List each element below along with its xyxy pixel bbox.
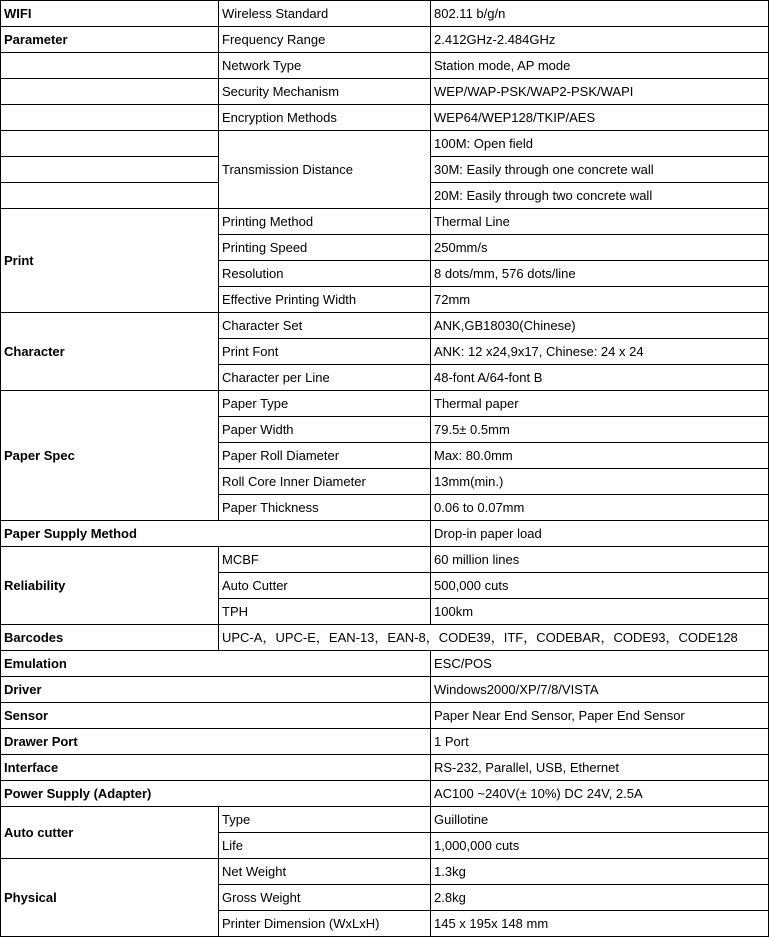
spec-key: Printing Method	[219, 209, 431, 235]
spec-value: Thermal Line	[431, 209, 769, 235]
spec-key: Frequency Range	[219, 27, 431, 53]
spec-value: 500,000 cuts	[431, 573, 769, 599]
spec-value: 100km	[431, 599, 769, 625]
spec-value: 1,000,000 cuts	[431, 833, 769, 859]
spec-value: Drop-in paper load	[431, 521, 769, 547]
spec-key: TPH	[219, 599, 431, 625]
spec-value: Windows2000/XP/7/8/VISTA	[431, 677, 769, 703]
spec-key: Print Font	[219, 339, 431, 365]
table-row	[1, 313, 769, 339]
section-label-character: Character	[1, 313, 219, 391]
spec-key: Network Type	[219, 53, 431, 79]
spec-value: Max: 80.0mm	[431, 443, 769, 469]
spec-value: ESC/POS	[431, 651, 769, 677]
spec-key: Life	[219, 833, 431, 859]
section-label-sensor: Sensor	[1, 703, 431, 729]
spec-key: Paper Type	[219, 391, 431, 417]
table-row	[1, 131, 769, 157]
spec-key: Security Mechanism	[219, 79, 431, 105]
section-label-emulation: Emulation	[1, 651, 431, 677]
spec-value: AC100 ~240V(± 10%) DC 24V, 2.5A	[431, 781, 769, 807]
section-label-parameter: Parameter	[1, 27, 219, 53]
table-row	[1, 859, 769, 885]
spec-value: RS-232, Parallel, USB, Ethernet	[431, 755, 769, 781]
empty-cell	[1, 183, 219, 209]
spec-key: Printing Speed	[219, 235, 431, 261]
table-row	[1, 27, 769, 53]
spec-key: MCBF	[219, 547, 431, 573]
section-label-auto-cutter: Auto cutter	[1, 807, 219, 859]
section-label-paper-supply: Paper Supply Method	[1, 521, 431, 547]
spec-value: 250mm/s	[431, 235, 769, 261]
spec-key: Character per Line	[219, 365, 431, 391]
spec-key: Resolution	[219, 261, 431, 287]
spec-key: Paper Thickness	[219, 495, 431, 521]
spec-value: 100M: Open field	[431, 131, 769, 157]
spec-key: Roll Core Inner Diameter	[219, 469, 431, 495]
spec-value: 8 dots/mm, 576 dots/line	[431, 261, 769, 287]
table-row	[1, 755, 769, 781]
spec-value: Guillotine	[431, 807, 769, 833]
empty-cell	[1, 79, 219, 105]
section-label-reliability: Reliability	[1, 547, 219, 625]
table-row	[1, 781, 769, 807]
spec-key: Paper Width	[219, 417, 431, 443]
section-label-drawer-port: Drawer Port	[1, 729, 431, 755]
spec-value: Thermal paper	[431, 391, 769, 417]
spec-value: 802.11 b/g/n	[431, 1, 769, 27]
table-row	[1, 703, 769, 729]
spec-key: Character Set	[219, 313, 431, 339]
spec-value: 60 million lines	[431, 547, 769, 573]
table-row	[1, 651, 769, 677]
empty-cell	[1, 53, 219, 79]
spec-value: 30M: Easily through one concrete wall	[431, 157, 769, 183]
table-row	[1, 547, 769, 573]
section-label-physical: Physical	[1, 859, 219, 937]
spec-value: WEP64/WEP128/TKIP/AES	[431, 105, 769, 131]
spec-value: 1 Port	[431, 729, 769, 755]
table-row	[1, 807, 769, 833]
table-row	[1, 209, 769, 235]
table-row	[1, 53, 769, 79]
section-label-barcodes: Barcodes	[1, 625, 219, 651]
spec-key: Paper Roll Diameter	[219, 443, 431, 469]
spec-key: Gross Weight	[219, 885, 431, 911]
spec-value: ANK: 12 x24,9x17, Chinese: 24 x 24	[431, 339, 769, 365]
spec-key: Effective Printing Width	[219, 287, 431, 313]
table-row	[1, 521, 769, 547]
spec-value: 13mm(min.)	[431, 469, 769, 495]
spec-value: 1.3kg	[431, 859, 769, 885]
section-label-power-supply: Power Supply (Adapter)	[1, 781, 431, 807]
spec-value: ANK,GB18030(Chinese)	[431, 313, 769, 339]
spec-value: 72mm	[431, 287, 769, 313]
spec-value: Paper Near End Sensor, Paper End Sensor	[431, 703, 769, 729]
table-row	[1, 729, 769, 755]
spec-key: Type	[219, 807, 431, 833]
table-row	[1, 79, 769, 105]
spec-value: 145 x 195x 148 mm	[431, 911, 769, 937]
section-label-print: Print	[1, 209, 219, 313]
spec-key: Transmission Distance	[219, 131, 431, 209]
section-label-paper-spec: Paper Spec	[1, 391, 219, 521]
section-label-wifi: WIFI	[1, 1, 219, 27]
spec-key: Auto Cutter	[219, 573, 431, 599]
empty-cell	[1, 157, 219, 183]
spec-value: 2.8kg	[431, 885, 769, 911]
spec-value: 0.06 to 0.07mm	[431, 495, 769, 521]
spec-value: UPC-A，UPC-E，EAN-13，EAN-8，CODE39，ITF，CODEBAR，CODE93，CODE128	[219, 625, 769, 651]
table-row	[1, 391, 769, 417]
spec-value: 20M: Easily through two concrete wall	[431, 183, 769, 209]
section-label-interface: Interface	[1, 755, 431, 781]
spec-key: Net Weight	[219, 859, 431, 885]
table-row	[1, 625, 769, 651]
table-row	[1, 105, 769, 131]
spec-key: Encryption Methods	[219, 105, 431, 131]
table-row	[1, 1, 769, 27]
empty-cell	[1, 105, 219, 131]
spec-value: WEP/WAP-PSK/WAP2-PSK/WAPI	[431, 79, 769, 105]
spec-value: Station mode, AP mode	[431, 53, 769, 79]
spec-key: Printer Dimension (WxLxH)	[219, 911, 431, 937]
empty-cell	[1, 131, 219, 157]
spec-key: Wireless Standard	[219, 1, 431, 27]
spec-value: 2.412GHz-2.484GHz	[431, 27, 769, 53]
spec-value: 79.5± 0.5mm	[431, 417, 769, 443]
table-row	[1, 677, 769, 703]
section-label-driver: Driver	[1, 677, 431, 703]
spec-value: 48-font A/64-font B	[431, 365, 769, 391]
